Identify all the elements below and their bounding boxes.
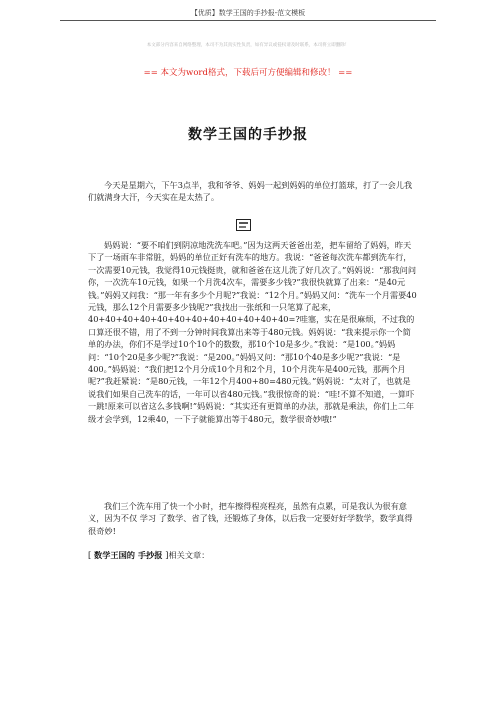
word-format-notice: == 本文为word格式，下载后可方便编辑和修改！ == (143, 68, 353, 78)
paragraph-2: 妈妈说：“要不咱们到阴凉地洗洗车吧。”因为这两天爸爸出差，把车留给了妈妈，昨天下了一场雨车非常脏，妈妈的单位正好有洗车的地方。我说：“爸爸每次洗车都到洗车行，一次需要10元钱，我觉得10元钱挺贵，就和爸爸在这儿洗了好几次了。”妈妈说：“那我问问你，一次洗车10元钱，如果一个月洗4次车，需要多少钱?”我很快就算了出来：“是40元钱。”妈妈又问我：“那一年有多少个月呢?”我说：“12个月。”妈妈又问：“洗车一个月需要40元钱，那么12个月需要多少钱呢?”我找出一张纸和一只笔算了起来，40+40+40+40+40+40+40+40+40+40+40+40=?哇塞，实在是很麻烦，不过我的口算还很不错，用了不到一分钟时间我算出来等于480元钱。妈妈说：“我来提示你一个简单的办法，你们不是学过10个10个的数数，那10个10是多少。”我说：“是100。”妈妈问：“10个20是多少呢?”我说：“是200。”妈妈又问：“那10个40是多少呢?”我说：“是400。”妈妈说：“我们把12个月分成10个月和2个月，10个月洗车是400元钱，那两个月呢?”我赶紧说：“是80元钱，一年12个月400+80=480元钱。”妈妈说：“太对了，也就是说我们如果自己洗车的话，一年可以省480元钱。”我很惊奇的说：“哇!不算不知道，一算吓一跳!原来可以省这么多钱啊!”妈妈说：“其实还有更简单的办法，那就是乘法，你们上二年级才会学到，12乘40，一下子就能算出等于480元，数学很奇妙哦!” (88, 240, 417, 424)
header-divider (60, 20, 436, 21)
paragraph-1: 今天是星期六，下午3点半，我和爷爷、妈妈一起到妈妈的单位打篮球，打了一会儿我们就满身大汗，今天实在是太热了。 (88, 180, 413, 203)
paragraph-3: 我们三个洗车用了快一个小时，把车擦得程亮程亮，虽然有点累，可是我认为很有意义，因为不仅 学习 了数学、省了钱，还锻炼了身体，以后我一定要好好学数学，数学真得很奇妙! (88, 501, 413, 536)
related-articles (88, 550, 209, 561)
related-keyword-link[interactable]: 数学王国的 手抄报 (91, 550, 166, 560)
related-label: ]相关文章： (165, 550, 210, 560)
header-title: 【优质】数学王国的手抄报-范文模板 (190, 9, 306, 17)
disclaimer-text: 本文部分内容来自网络整理，本司不为其真实性负责，如有异议或侵权请及时联系，本司将立即删除！ (146, 43, 350, 48)
related-open-bracket: [ (88, 550, 92, 560)
inline-image-icon (236, 219, 251, 231)
document-title: 数学王国的手抄报 (188, 127, 308, 143)
